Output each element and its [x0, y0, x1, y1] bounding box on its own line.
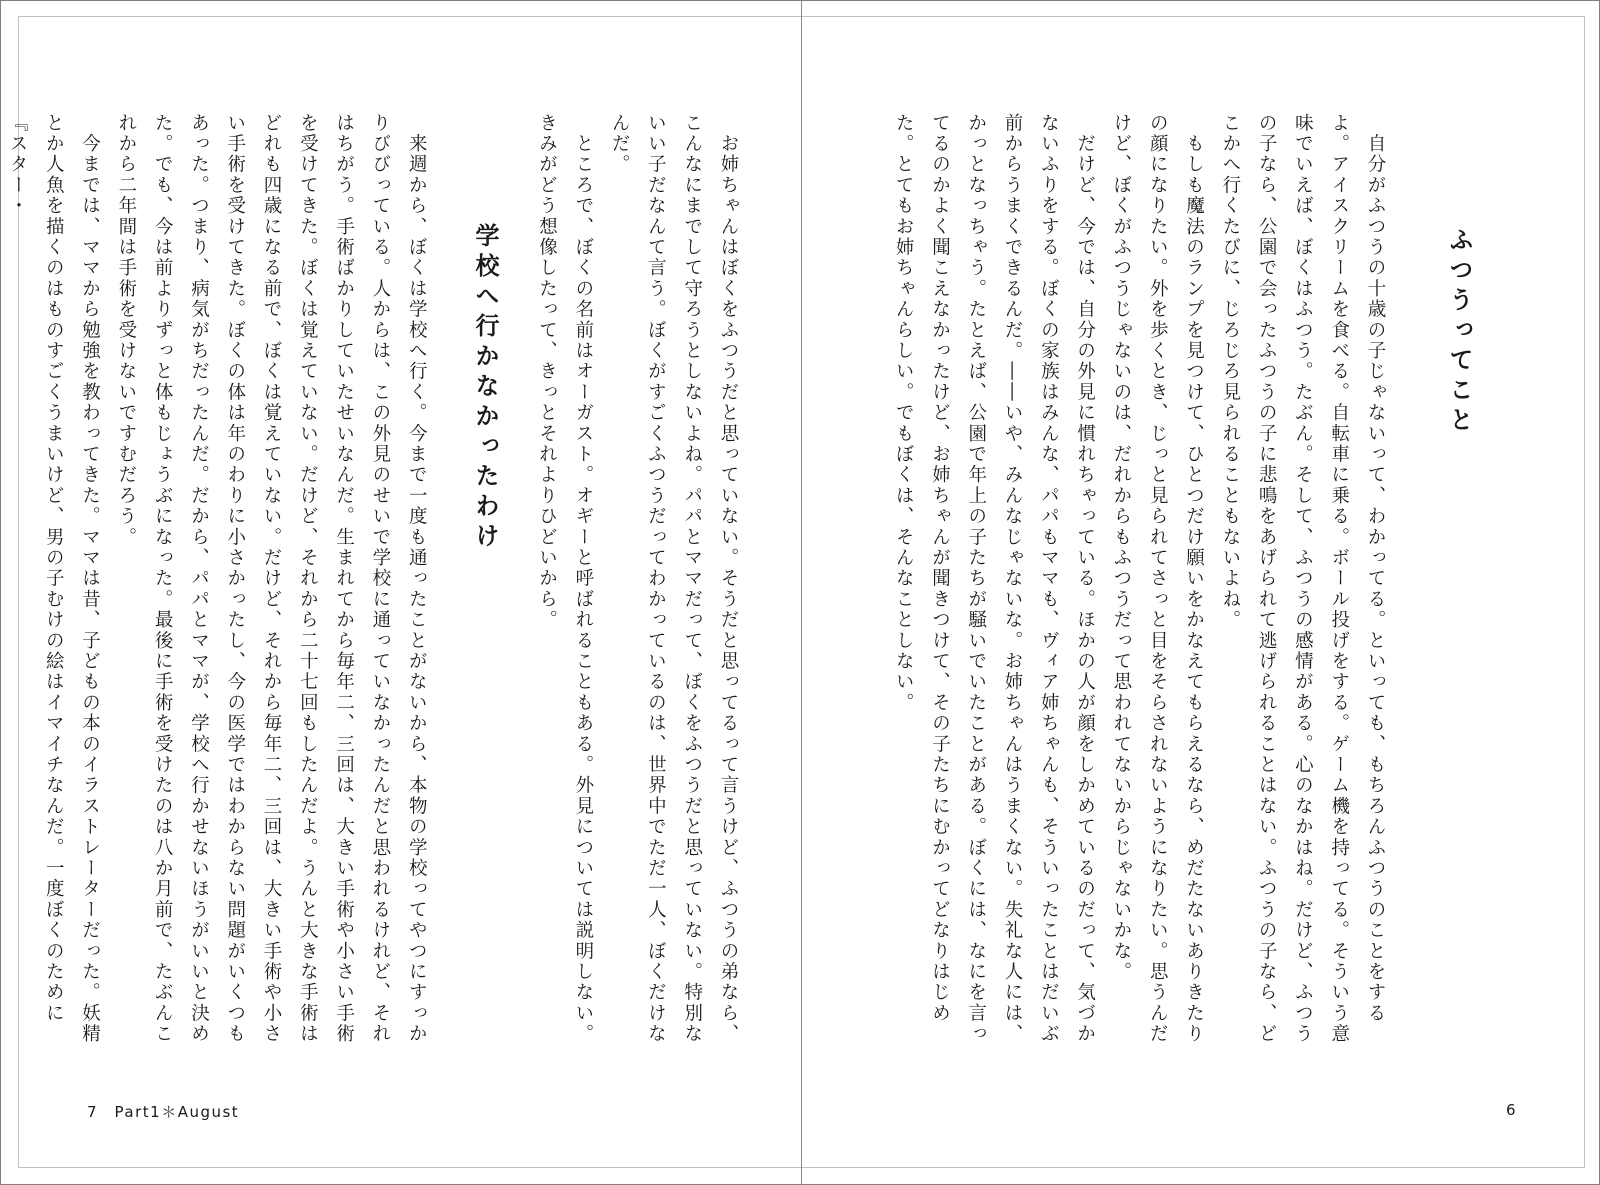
gutter-line	[801, 1, 802, 1184]
paragraph: 今までは、ママから勉強を教わってきた。ママは昔、子どもの本のイラストレーターだった。妖精とか人魚を描くのはものすごくうまいけど、男の子むけの絵はイマイチなんだ。一度ぼくのために『スター・	[6, 113, 101, 1045]
paragraph: だけど、今では、自分の外見に慣れちゃっている。ほかの人が顔をしかめているのだって、気づかないふりをする。ぼくの家族はみんな、パパもママも、ヴィア姉ちゃんも、そういったことはだいぶ前からうまくできるんだ。――いや、みんなじゃないな。お姉ちゃんはうまくない。失礼な人には、かっとなっちゃう。たとえば、公園で年上の子たちが騒いでいたことがある。ぼくには、なにを言ってるのかよく聞こえなかったけど、お姉ちゃんが聞きつけて、その子たちにむかってどなりはじめた。とてもお姉ちゃんらしい。でもぼくは、そんなことしない。	[893, 113, 1096, 1045]
page-number-right: 6	[1506, 1101, 1518, 1119]
paragraph: 来週から、ぼくは学校へ行く。今まで一度も通ったことがないから、本物の学校ってやつにすっかりびびっている。人からは、この外見のせいで学校に通っていなかったんだと思われるけれど、それはちがう。手術ばかりしていたせいなんだ。生まれてから毎年二、三回は、大きい手術や小さい手術を受けてきた。ぼくは覚えていない。だけど、それから二十七回もしたんだよ。うんと大きな手術はどれも四歳になる前で、ぼくは覚えていない。だけど、それから毎年二、三回は、大きい手術や小さい手術を受けてきた。ぼくの体は年のわりに小さかったし、今の医学ではわからない問題がいくつもあった。つまり、病気がちだったんだ。だから、パパとママが、学校へ行かせないほうがいいと決めた。でも、今は前よりずっと体もじょうぶになった。最後に手術を受けたのは八か月前で、たぶんこれから二年間は手術を受けないですむだろう。	[115, 113, 428, 1045]
paragraph: もしも魔法のランプを見つけて、ひとつだけ願いをかなえてもらえるなら、めだたないありきたりの顔になりたい。外を歩くとき、じっと見られてさっと目をそらされないようになりたい。思うんだけど、ぼくがふつうじゃないのは、だれからもふつうだって思われてないからじゃないかな。	[1110, 113, 1205, 1045]
paragraph: ところで、ぼくの名前はオーガスト。オギーと呼ばれることもある。外見については説明しない。きみがどう想像したって、きっとそれよりひどいから。	[536, 113, 594, 1045]
page-footer-left: 7 Part1＊August	[87, 1103, 240, 1121]
right-page-body	[893, 113, 1487, 1063]
chapter-heading-right: ふつうってこと	[1445, 227, 1473, 437]
paragraph: お姉ちゃんはぼくをふつうだと思っていない。そうだと思ってるって言うけど、ふつうの弟なら、こんなにまでして守ろうとしないよね。パパとママだって、ぼくをふつうだと思っていない。特別ないい子だなんて言う。ぼくがすごくふつうだってわかっているのは、世界中でただ一人、ぼくだけなんだ。	[609, 113, 739, 1045]
heading-space	[1393, 113, 1487, 1063]
left-page-body	[6, 113, 746, 1063]
chapter-heading-left: 学校へ行かなかったわけ	[471, 223, 499, 553]
paragraph: 自分がふつうの十歳の子じゃないって、わかってる。といっても、もちろんふつうのことをするよ。アイスクリームを食べる。自転車に乗る。ボール投げをする。ゲーム機を持ってる。そういう意味でいえば、ぼくはふつう。たぶん。そして、ふつうの感情がある。心のなかはね。だけど、ふつうの子なら、公園で会ったふつうの子に悲鳴をあげられて逃げられることはない。ふつうの子なら、どこかへ行くたびに、じろじろ見られることもないよね。	[1219, 113, 1386, 1045]
